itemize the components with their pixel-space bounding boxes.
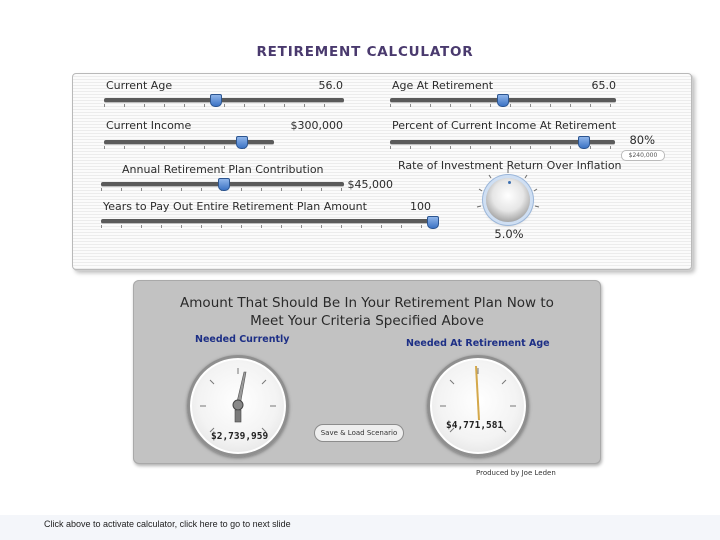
age-at-retirement-slider-thumb[interactable] (497, 94, 509, 107)
years-payout-label: Years to Pay Out Entire Retirement Plan Amount (103, 200, 367, 213)
annual-contribution-label: Annual Retirement Plan Contribution (122, 163, 324, 176)
save-load-scenario-button[interactable]: Save & Load Scenario (314, 424, 404, 442)
percent-income-value: 80% (629, 133, 655, 147)
current-age-label: Current Age (106, 79, 173, 92)
current-age-ticks (104, 104, 344, 107)
needed-at-retirement-label: Needed At Retirement Age (406, 338, 550, 349)
current-age-slider-thumb[interactable] (210, 94, 222, 107)
years-payout-slider[interactable] (101, 219, 438, 224)
current-age-value: 56.0 (318, 79, 343, 92)
needed-at-retirement-gauge-needle (430, 358, 526, 454)
current-income-value: $300,000 (290, 119, 343, 132)
current-income-ticks (104, 146, 274, 149)
results-heading-line2: Meet Your Criteria Specified Above (250, 313, 484, 329)
years-payout-ticks (101, 225, 438, 228)
next-slide-link[interactable]: Click above to activate calculator, click here to go to next slide (44, 519, 291, 529)
annual-contribution-slider-thumb[interactable] (218, 178, 230, 191)
investment-return-knob[interactable] (486, 178, 530, 222)
investment-return-knob-indicator (508, 181, 511, 184)
current-income-label: Current Income (106, 119, 192, 132)
needed-at-retirement-value: $4,771,581 (446, 420, 504, 431)
percent-income-slider-thumb[interactable] (578, 136, 590, 149)
annual-contribution-value: $45,000 (347, 178, 393, 191)
needed-currently-label: Needed Currently (195, 334, 290, 345)
current-income-slider-thumb[interactable] (236, 136, 248, 149)
produced-by-credit: Produced by Joe Leden (476, 469, 556, 477)
age-at-retirement-value: 65.0 (591, 79, 616, 92)
calculator-title: RETIREMENT CALCULATOR (256, 44, 474, 60)
current-age-slider[interactable] (104, 98, 344, 103)
investment-return-value: 5.0% (494, 227, 524, 241)
percent-income-label: Percent of Current Income At Retirement (392, 119, 617, 132)
investment-return-label: Rate of Investment Return Over Inflation (398, 159, 622, 172)
current-income-slider[interactable] (104, 140, 274, 145)
years-payout-value: 100 (410, 200, 431, 213)
years-payout-slider-thumb[interactable] (427, 216, 439, 229)
results-heading-line1: Amount That Should Be In Your Retirement Plan Now to (180, 295, 554, 311)
age-at-retirement-label: Age At Retirement (392, 79, 494, 92)
needed-currently-value: $2,739,959 (211, 431, 269, 442)
percent-income-amount-field: $240,000 (621, 150, 665, 161)
